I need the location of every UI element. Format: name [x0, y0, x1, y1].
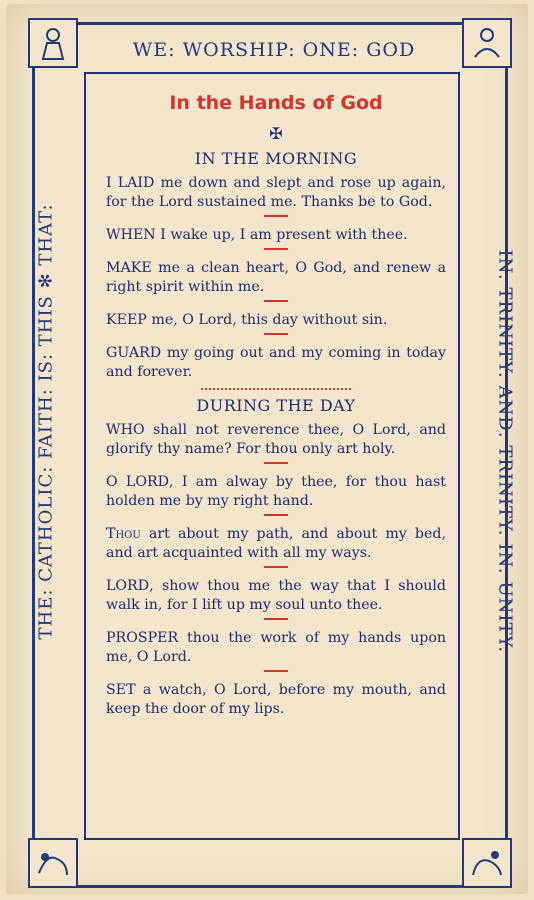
left-border-text: THE: CATHOLIC: FAITH: IS: THIS ✻ THAT:: [35, 203, 57, 640]
morning-verse-1: I LAID me down and slept and rose up again, for the Lord sustained me. Thanks be to God.: [106, 175, 446, 210]
red-dash: [264, 300, 288, 302]
day-heading: DURING THE DAY: [196, 396, 356, 415]
red-dash: [264, 670, 288, 672]
corner-emblem-top-right-icon: [462, 18, 512, 68]
day-verse-4: LORD, show thou me the way that I should walk in, for I lift up my soul unto thee.: [106, 578, 446, 613]
corner-emblem-bottom-left-icon: [28, 838, 78, 888]
red-dash: [264, 566, 288, 568]
day-verse-5: PROSPER thou the work of my hands upon me, O Lord.: [106, 630, 446, 665]
cross-icon: ✠: [269, 124, 283, 143]
morning-heading: IN THE MORNING: [194, 149, 358, 168]
day-verse-1: WHO shall not reverence thee, O Lord, and glorify thy name? For thou only art holy.: [106, 422, 446, 457]
corner-emblem-bottom-right-icon: [462, 838, 512, 888]
section-divider: [106, 388, 446, 390]
prayer-card: [6, 4, 528, 894]
morning-verse-5: GUARD my going out and my coming in today and forever.: [106, 345, 446, 380]
card-title: In the Hands of God: [169, 92, 383, 114]
morning-verse-2: WHEN I wake up, I am present with thee.: [106, 227, 408, 243]
corner-emblem-top-left-icon: [28, 18, 78, 68]
morning-verse-3: MAKE me a clean heart, O God, and renew a right spirit within me.: [106, 260, 446, 295]
top-banner: WE: WORSHIP: ONE: GOD: [132, 39, 416, 61]
red-dash: [264, 462, 288, 464]
red-dash: [264, 514, 288, 516]
red-dash: [264, 618, 288, 620]
day-verse-2: O LORD, I am alway by thee, for thou hast holden me by my right hand.: [106, 474, 446, 509]
red-dash: [264, 333, 288, 335]
morning-verse-4: KEEP me, O Lord, this day without sin.: [106, 312, 388, 328]
right-border-text: IN: TRINITY: AND: TRINITY: IN: UNITY:: [494, 249, 516, 654]
prayer-content: [106, 88, 446, 719]
red-dash: [264, 248, 288, 250]
red-dash: [264, 215, 288, 217]
day-verse-3: Thou art about my path, and about my bed, and art acquainted with all my ways.: [106, 526, 446, 561]
day-verse-6: SET a watch, O Lord, before my mouth, and keep the door of my lips.: [106, 682, 446, 717]
